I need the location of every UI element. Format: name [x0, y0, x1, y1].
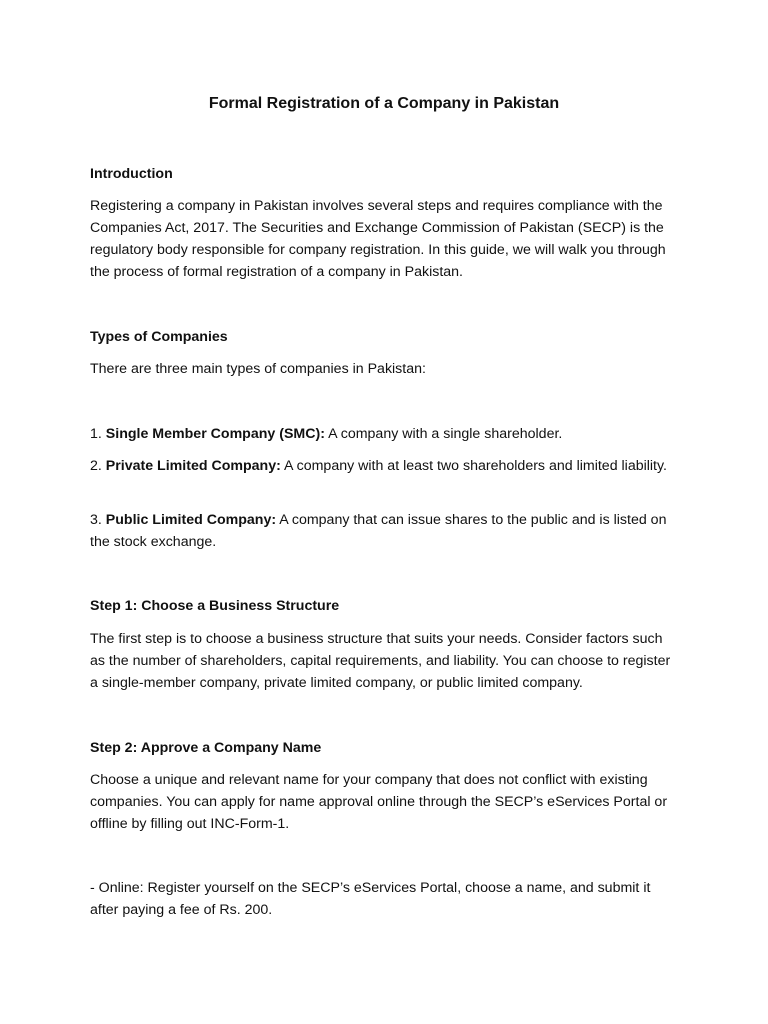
types-lead: There are three main types of companies in Pakistan: [90, 361, 426, 377]
step2-paragraph: Choose a unique and relevant name for your company that does not conflict with existing companies. You can apply for name approval online through the SECP’s eServices Portal or offline by filling out INC-Form-1. [90, 772, 668, 832]
step2-heading: Step 2: Approve a Company Name [90, 740, 322, 756]
list-item-number: 2. [90, 458, 102, 474]
introduction-paragraph: Registering a company in Pakistan involves several steps and requires compliance with the Companies Act, 2017. The Securities and Exchange Commission of Pakistan (SECP) is the regulatory body responsible for company registration. In this guide, we will walk you through the process of formal registration of a company in Pakistan. [90, 198, 666, 280]
list-item-description: A company with at least two shareholders and limited liability. [284, 458, 667, 474]
list-item-term: Public Limited Company: [105, 512, 277, 528]
list-item-private-limited [90, 455, 680, 477]
introduction-heading: Introduction [90, 166, 173, 182]
step1-paragraph: The first step is to choose a business structure that suits your needs. Consider factors such as the number of shareholders, capital requirements, and liability. You can choose to register a single-member company, private limited company, or public limited company. [90, 631, 671, 691]
list-item-term: Private Limited Company: [105, 458, 281, 474]
step2-online-note: - Online: Register yourself on the SECP’s eServices Portal, choose a name, and submit it after paying a fee of Rs. 200. [90, 880, 651, 918]
list-item-description: A company with a single shareholder. [328, 426, 563, 442]
types-heading: Types of Companies [90, 329, 228, 345]
list-item-number: 1. [90, 426, 102, 442]
document-title: Formal Registration of a Company in Pakistan [208, 95, 560, 112]
step1-heading: Step 1: Choose a Business Structure [90, 598, 340, 614]
list-item-public-limited [90, 509, 680, 553]
list-item-term: Single Member Company (SMC): [105, 426, 325, 442]
list-item-number: 3. [90, 512, 102, 528]
list-item-smc [90, 423, 680, 445]
list-item-description: A company that can issue shares to the public and is listed on the stock exchange. [90, 512, 667, 550]
